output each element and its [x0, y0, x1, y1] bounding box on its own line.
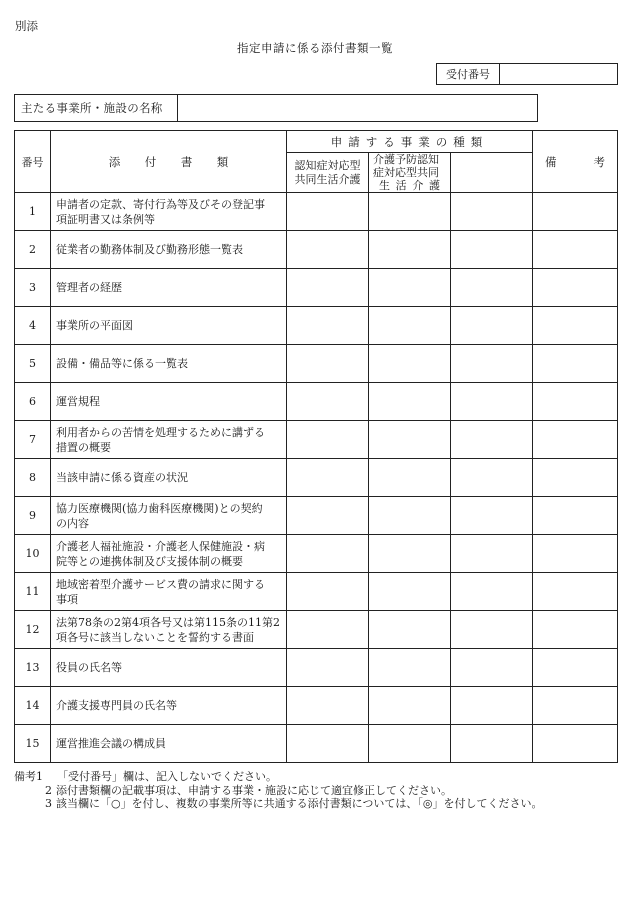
kind-3-cell[interactable] [451, 535, 533, 573]
facility-name-field[interactable] [178, 95, 537, 121]
row-number: 4 [15, 307, 51, 345]
row-document: 運営規程 [51, 383, 287, 421]
note-2: 2 添付書類欄の記載事項は、申請する事業・施設に応じて適宜修正してください。 [45, 783, 452, 797]
header-kind-preventive-dementia-care: 介護予防認知 症対応型共同 生 活 介 護 [369, 153, 451, 193]
remarks-cell[interactable] [533, 611, 618, 649]
row-document: 管理者の経歴 [51, 269, 287, 307]
remarks-cell[interactable] [533, 573, 618, 611]
row-number: 12 [15, 611, 51, 649]
kind-3-cell[interactable] [451, 383, 533, 421]
kind-3-cell[interactable] [451, 345, 533, 383]
row-number: 5 [15, 345, 51, 383]
kind-1-cell[interactable] [287, 725, 369, 763]
kind-1-cell[interactable] [287, 459, 369, 497]
remarks-cell[interactable] [533, 497, 618, 535]
kind-2-cell[interactable] [369, 345, 451, 383]
facility-name-label: 主たる事業所・施設の名称 [15, 95, 178, 121]
table-row [15, 193, 618, 231]
row-document: 役員の氏名等 [51, 649, 287, 687]
remarks-cell[interactable] [533, 231, 618, 269]
kind-1-cell[interactable] [287, 421, 369, 459]
kind-3-cell[interactable] [451, 307, 533, 345]
kind-1-cell[interactable] [287, 535, 369, 573]
kind-2-cell[interactable] [369, 649, 451, 687]
row-number: 8 [15, 459, 51, 497]
kind-1-cell[interactable] [287, 307, 369, 345]
row-document: 地域密着型介護サービス費の請求に関する 事項 [51, 573, 287, 611]
row-number: 1 [15, 193, 51, 231]
row-document: 設備・備品等に係る一覧表 [51, 345, 287, 383]
row-document: 運営推進会議の構成員 [51, 725, 287, 763]
row-number: 2 [15, 231, 51, 269]
annex-label: 別添 [15, 19, 38, 33]
kind-3-cell[interactable] [451, 459, 533, 497]
kind-3-cell[interactable] [451, 231, 533, 269]
table-row [15, 383, 618, 421]
table-row [15, 421, 618, 459]
kind-3-cell[interactable] [451, 611, 533, 649]
kind-1-cell[interactable] [287, 611, 369, 649]
table-row [15, 307, 618, 345]
row-number: 3 [15, 269, 51, 307]
row-number: 7 [15, 421, 51, 459]
kind-2-cell[interactable] [369, 459, 451, 497]
reception-number-field[interactable] [500, 64, 617, 84]
kind-1-cell[interactable] [287, 345, 369, 383]
remarks-cell[interactable] [533, 687, 618, 725]
reception-number-label: 受付番号 [437, 64, 500, 84]
table-row [15, 649, 618, 687]
row-number: 14 [15, 687, 51, 725]
page-title: 指定申請に係る添付書類一覧 [237, 41, 393, 55]
header-business-kind: 申請する事業の種類 [287, 131, 533, 153]
row-document: 介護老人福祉施設・介護老人保健施設・病 院等との連携体制及び支援体制の概要 [51, 535, 287, 573]
row-number: 13 [15, 649, 51, 687]
remarks-cell[interactable] [533, 535, 618, 573]
row-number: 6 [15, 383, 51, 421]
remarks-cell[interactable] [533, 725, 618, 763]
table-row [15, 345, 618, 383]
header-remarks: 備 考 [533, 131, 618, 193]
remarks-cell[interactable] [533, 421, 618, 459]
table-row [15, 611, 618, 649]
header-document: 添 付 書 類 [51, 131, 287, 193]
kind-2-cell[interactable] [369, 193, 451, 231]
row-number: 10 [15, 535, 51, 573]
kind-2-cell[interactable] [369, 611, 451, 649]
row-number: 15 [15, 725, 51, 763]
table-row [15, 725, 618, 763]
table-row [15, 231, 618, 269]
remarks-cell[interactable] [533, 383, 618, 421]
reception-number-box [436, 63, 618, 85]
table-row [15, 535, 618, 573]
kind-1-cell[interactable] [287, 193, 369, 231]
row-document: 法第78条の2第4項各号又は第115条の11第2 項各号に該当しないことを誓約する書面 [51, 611, 287, 649]
kind-1-cell[interactable] [287, 687, 369, 725]
notes [14, 770, 542, 811]
table-row [15, 269, 618, 307]
header-kind-dementia-group-care: 認知症対応型 共同生活介護 [287, 153, 369, 193]
table-row [15, 497, 618, 535]
header-number: 番号 [15, 131, 51, 193]
remarks-cell[interactable] [533, 269, 618, 307]
kind-2-cell[interactable] [369, 421, 451, 459]
kind-2-cell[interactable] [369, 307, 451, 345]
remarks-cell[interactable] [533, 649, 618, 687]
table-row [15, 459, 618, 497]
kind-3-cell[interactable] [451, 573, 533, 611]
kind-3-cell[interactable] [451, 497, 533, 535]
kind-2-cell[interactable] [369, 725, 451, 763]
note-3: 3 該当欄に「○」を付し、複数の事業所等に共通する添付書類については、「◎」を付してください。 [45, 797, 543, 810]
kind-2-cell[interactable] [369, 535, 451, 573]
attachment-table [14, 130, 618, 763]
table-row [15, 573, 618, 611]
remarks-cell[interactable] [533, 459, 618, 497]
kind-2-cell[interactable] [369, 497, 451, 535]
kind-1-cell[interactable] [287, 231, 369, 269]
kind-2-cell[interactable] [369, 687, 451, 725]
row-document: 従業者の勤務体制及び勤務形態一覧表 [51, 231, 287, 269]
remarks-cell[interactable] [533, 307, 618, 345]
row-document: 事業所の平面図 [51, 307, 287, 345]
kind-2-cell[interactable] [369, 383, 451, 421]
remarks-cell[interactable] [533, 193, 618, 231]
row-document: 利用者からの苦情を処理するために講ずる 措置の概要 [51, 421, 287, 459]
header-kind-blank [451, 153, 533, 193]
kind-1-cell[interactable] [287, 269, 369, 307]
kind-1-cell[interactable] [287, 497, 369, 535]
row-document: 協力医療機関(協力歯科医療機関)との契約 の内容 [51, 497, 287, 535]
kind-1-cell[interactable] [287, 573, 369, 611]
facility-name-box [14, 94, 538, 122]
kind-3-cell[interactable] [451, 193, 533, 231]
kind-3-cell[interactable] [451, 687, 533, 725]
kind-3-cell[interactable] [451, 421, 533, 459]
kind-3-cell[interactable] [451, 269, 533, 307]
table-row [15, 687, 618, 725]
kind-2-cell[interactable] [369, 269, 451, 307]
kind-1-cell[interactable] [287, 649, 369, 687]
row-number: 9 [15, 497, 51, 535]
kind-1-cell[interactable] [287, 383, 369, 421]
row-document: 申請者の定款、寄付行為等及びその登記事 項証明書又は条例等 [51, 193, 287, 231]
kind-2-cell[interactable] [369, 573, 451, 611]
kind-3-cell[interactable] [451, 725, 533, 763]
row-number: 11 [15, 573, 51, 611]
remarks-cell[interactable] [533, 345, 618, 383]
kind-3-cell[interactable] [451, 649, 533, 687]
row-document: 当該申請に係る資産の状況 [51, 459, 287, 497]
note-1: 備考1 「受付番号」欄は、記入しないでください。 [14, 770, 277, 783]
row-document: 介護支援専門員の氏名等 [51, 687, 287, 725]
kind-2-cell[interactable] [369, 231, 451, 269]
